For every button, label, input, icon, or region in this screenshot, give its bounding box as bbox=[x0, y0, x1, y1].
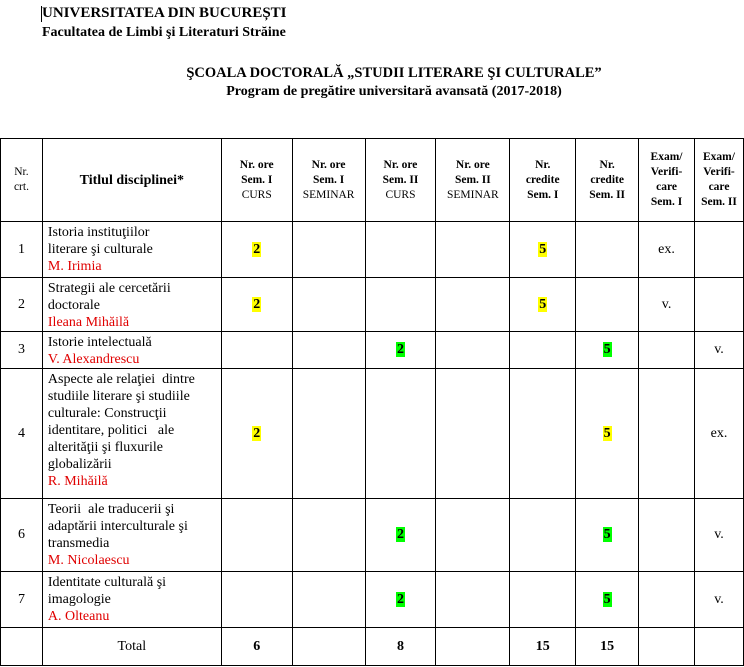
exam-sem1 bbox=[639, 572, 695, 628]
discipline-title-line: studiile literare şi studiile bbox=[47, 389, 190, 404]
discipline-cell bbox=[42, 332, 221, 369]
row-number: 3 bbox=[1, 332, 43, 369]
col-header-credite-sem1: Nr. credite Sem. I bbox=[510, 139, 576, 222]
credite-sem2-value: 5 bbox=[603, 342, 611, 357]
total-row bbox=[1, 628, 744, 666]
ore-sem1-curs-value: 2 bbox=[253, 425, 261, 441]
curriculum-table bbox=[0, 138, 744, 666]
professor-name: M. Nicolaescu bbox=[47, 553, 130, 568]
row-number: 7 bbox=[1, 572, 43, 628]
credite-sem1 bbox=[510, 278, 576, 332]
total-ore-sem2-seminar bbox=[436, 628, 510, 666]
exam-sem1 bbox=[639, 332, 695, 369]
discipline-title-line: transmedia bbox=[47, 536, 110, 551]
exam-sem2: v. bbox=[694, 572, 743, 628]
exam-sem1: ex. bbox=[639, 222, 695, 278]
university-name: UNIVERSITATEA DIN BUCUREȘTI bbox=[42, 5, 287, 21]
credite-sem2 bbox=[576, 278, 639, 332]
ore-sem2-seminar bbox=[436, 332, 510, 369]
discipline-title-line: Istorie intelectuală bbox=[47, 335, 152, 350]
ore-sem1-curs bbox=[221, 332, 292, 369]
discipline-title-line: identitare, politici ale bbox=[47, 423, 175, 438]
ore-sem1-seminar bbox=[292, 332, 365, 369]
exam-sem2: v. bbox=[694, 499, 743, 572]
credite-sem1 bbox=[510, 332, 576, 369]
discipline-title-line: doctorale bbox=[47, 298, 100, 313]
total-credite-sem1: 15 bbox=[510, 628, 576, 666]
row-number: 1 bbox=[1, 222, 43, 278]
ore-sem2-curs-value: 2 bbox=[396, 342, 404, 357]
ore-sem2-seminar bbox=[436, 499, 510, 572]
credite-sem1-value: 5 bbox=[539, 296, 547, 312]
ore-sem2-curs bbox=[365, 369, 436, 499]
ore-sem2-curs bbox=[365, 222, 436, 278]
discipline-title-line: Aspecte ale relaţiei dintre bbox=[47, 372, 195, 387]
total-ore-sem1-curs: 6 bbox=[221, 628, 292, 666]
discipline-cell bbox=[42, 369, 221, 499]
discipline-cell bbox=[42, 499, 221, 572]
col-header-ore-sem2-curs: Nr. ore Sem. II CURS bbox=[365, 139, 436, 222]
credite-sem2 bbox=[576, 222, 639, 278]
credite-sem2-value: 5 bbox=[603, 591, 611, 607]
professor-name: V. Alexandrescu bbox=[47, 352, 140, 367]
ore-sem1-curs bbox=[221, 369, 292, 499]
ore-sem1-curs bbox=[221, 572, 292, 628]
ore-sem1-curs-value: 2 bbox=[253, 241, 261, 257]
discipline-title-line: globalizării bbox=[47, 457, 112, 472]
exam-sem2: v. bbox=[694, 332, 743, 369]
discipline-title-line: literare şi culturale bbox=[47, 242, 153, 257]
total-ore-sem2-curs: 8 bbox=[365, 628, 436, 666]
credite-sem2 bbox=[576, 332, 639, 369]
credite-sem1 bbox=[510, 222, 576, 278]
discipline-title-line: imagologie bbox=[47, 592, 111, 607]
exam-sem1 bbox=[639, 499, 695, 572]
credite-sem1 bbox=[510, 369, 576, 499]
ore-sem1-seminar bbox=[292, 499, 365, 572]
row-number: 4 bbox=[1, 369, 43, 499]
table-row bbox=[1, 572, 744, 628]
faculty-name: Facultatea de Limbi şi Literaturi Străine bbox=[42, 25, 286, 40]
discipline-title-line: Strategii ale cercetării bbox=[47, 281, 171, 296]
ore-sem2-curs bbox=[365, 278, 436, 332]
col-header-ore-sem2-seminar: Nr. ore Sem. II SEMINAR bbox=[436, 139, 510, 222]
professor-name: R. Mihăilă bbox=[47, 474, 108, 489]
ore-sem2-curs bbox=[365, 499, 436, 572]
credite-sem2-value: 5 bbox=[603, 425, 611, 441]
ore-sem2-seminar bbox=[436, 572, 510, 628]
credite-sem2 bbox=[576, 572, 639, 628]
ore-sem1-seminar bbox=[292, 572, 365, 628]
discipline-title-line: Identitate culturală şi bbox=[47, 575, 167, 590]
program-subtitle: Program de pregătire universitară avansată (2017-2018) bbox=[226, 84, 562, 99]
col-header-ore-sem1-curs: Nr. ore Sem. I CURS bbox=[221, 139, 292, 222]
ore-sem1-curs bbox=[221, 278, 292, 332]
discipline-cell bbox=[42, 572, 221, 628]
ore-sem2-curs-value: 2 bbox=[396, 591, 404, 607]
ore-sem2-curs bbox=[365, 332, 436, 369]
exam-sem1 bbox=[639, 369, 695, 499]
table-row bbox=[1, 332, 744, 369]
credite-sem2-value: 5 bbox=[603, 527, 611, 542]
ore-sem1-seminar bbox=[292, 278, 365, 332]
professor-name: M. Irimia bbox=[47, 259, 102, 274]
total-exam-sem1 bbox=[639, 628, 695, 666]
ore-sem2-seminar bbox=[436, 369, 510, 499]
total-ore-sem1-seminar bbox=[292, 628, 365, 666]
table-row bbox=[1, 222, 744, 278]
discipline-cell bbox=[42, 222, 221, 278]
ore-sem1-curs bbox=[221, 222, 292, 278]
ore-sem1-seminar bbox=[292, 222, 365, 278]
col-header-credite-sem2: Nr. credite Sem. II bbox=[576, 139, 639, 222]
header-row bbox=[1, 139, 744, 222]
discipline-cell bbox=[42, 278, 221, 332]
col-header-ore-sem1-seminar: Nr. ore Sem. I SEMINAR bbox=[292, 139, 365, 222]
col-header-exam-sem2: Exam/ Verifi- care Sem. II bbox=[694, 139, 743, 222]
discipline-title-line: alterităţii şi fluxurile bbox=[47, 440, 163, 455]
table-row bbox=[1, 278, 744, 332]
total-exam-sem2 bbox=[694, 628, 743, 666]
total-label: Total bbox=[42, 628, 221, 666]
professor-name: Ileana Mihăilă bbox=[47, 315, 130, 330]
doctoral-school-title: ŞCOALA DOCTORALĂ „STUDII LITERARE ŞI CULTURALE” bbox=[186, 65, 602, 81]
professor-name: A. Olteanu bbox=[47, 609, 110, 624]
credite-sem1-value: 5 bbox=[539, 241, 547, 257]
total-credite-sem2: 15 bbox=[576, 628, 639, 666]
ore-sem2-curs-value: 2 bbox=[396, 527, 404, 542]
ore-sem2-curs bbox=[365, 572, 436, 628]
credite-sem2 bbox=[576, 369, 639, 499]
discipline-title-line: Teorii ale traducerii şi bbox=[47, 502, 175, 517]
total-nr-cell bbox=[1, 628, 43, 666]
col-header-nr: Nr. crt. bbox=[1, 139, 43, 222]
discipline-title-line: culturale: Construcţii bbox=[47, 406, 167, 421]
exam-sem2: ex. bbox=[694, 369, 743, 499]
table-row bbox=[1, 369, 744, 499]
col-header-exam-sem1: Exam/ Verifi- care Sem. I bbox=[639, 139, 695, 222]
row-number: 6 bbox=[1, 499, 43, 572]
ore-sem1-seminar bbox=[292, 369, 365, 499]
table-row bbox=[1, 499, 744, 572]
credite-sem1 bbox=[510, 499, 576, 572]
exam-sem2 bbox=[694, 222, 743, 278]
credite-sem1 bbox=[510, 572, 576, 628]
credite-sem2 bbox=[576, 499, 639, 572]
ore-sem1-curs-value: 2 bbox=[253, 296, 261, 312]
exam-sem1: v. bbox=[639, 278, 695, 332]
ore-sem2-seminar bbox=[436, 278, 510, 332]
row-number: 2 bbox=[1, 278, 43, 332]
exam-sem2 bbox=[694, 278, 743, 332]
discipline-title-line: Istoria instituţiilor bbox=[47, 225, 150, 240]
col-header-title: Titlul disciplinei* bbox=[42, 139, 221, 222]
discipline-title-line: adaptării interculturale şi bbox=[47, 519, 188, 534]
ore-sem1-curs bbox=[221, 499, 292, 572]
ore-sem2-seminar bbox=[436, 222, 510, 278]
